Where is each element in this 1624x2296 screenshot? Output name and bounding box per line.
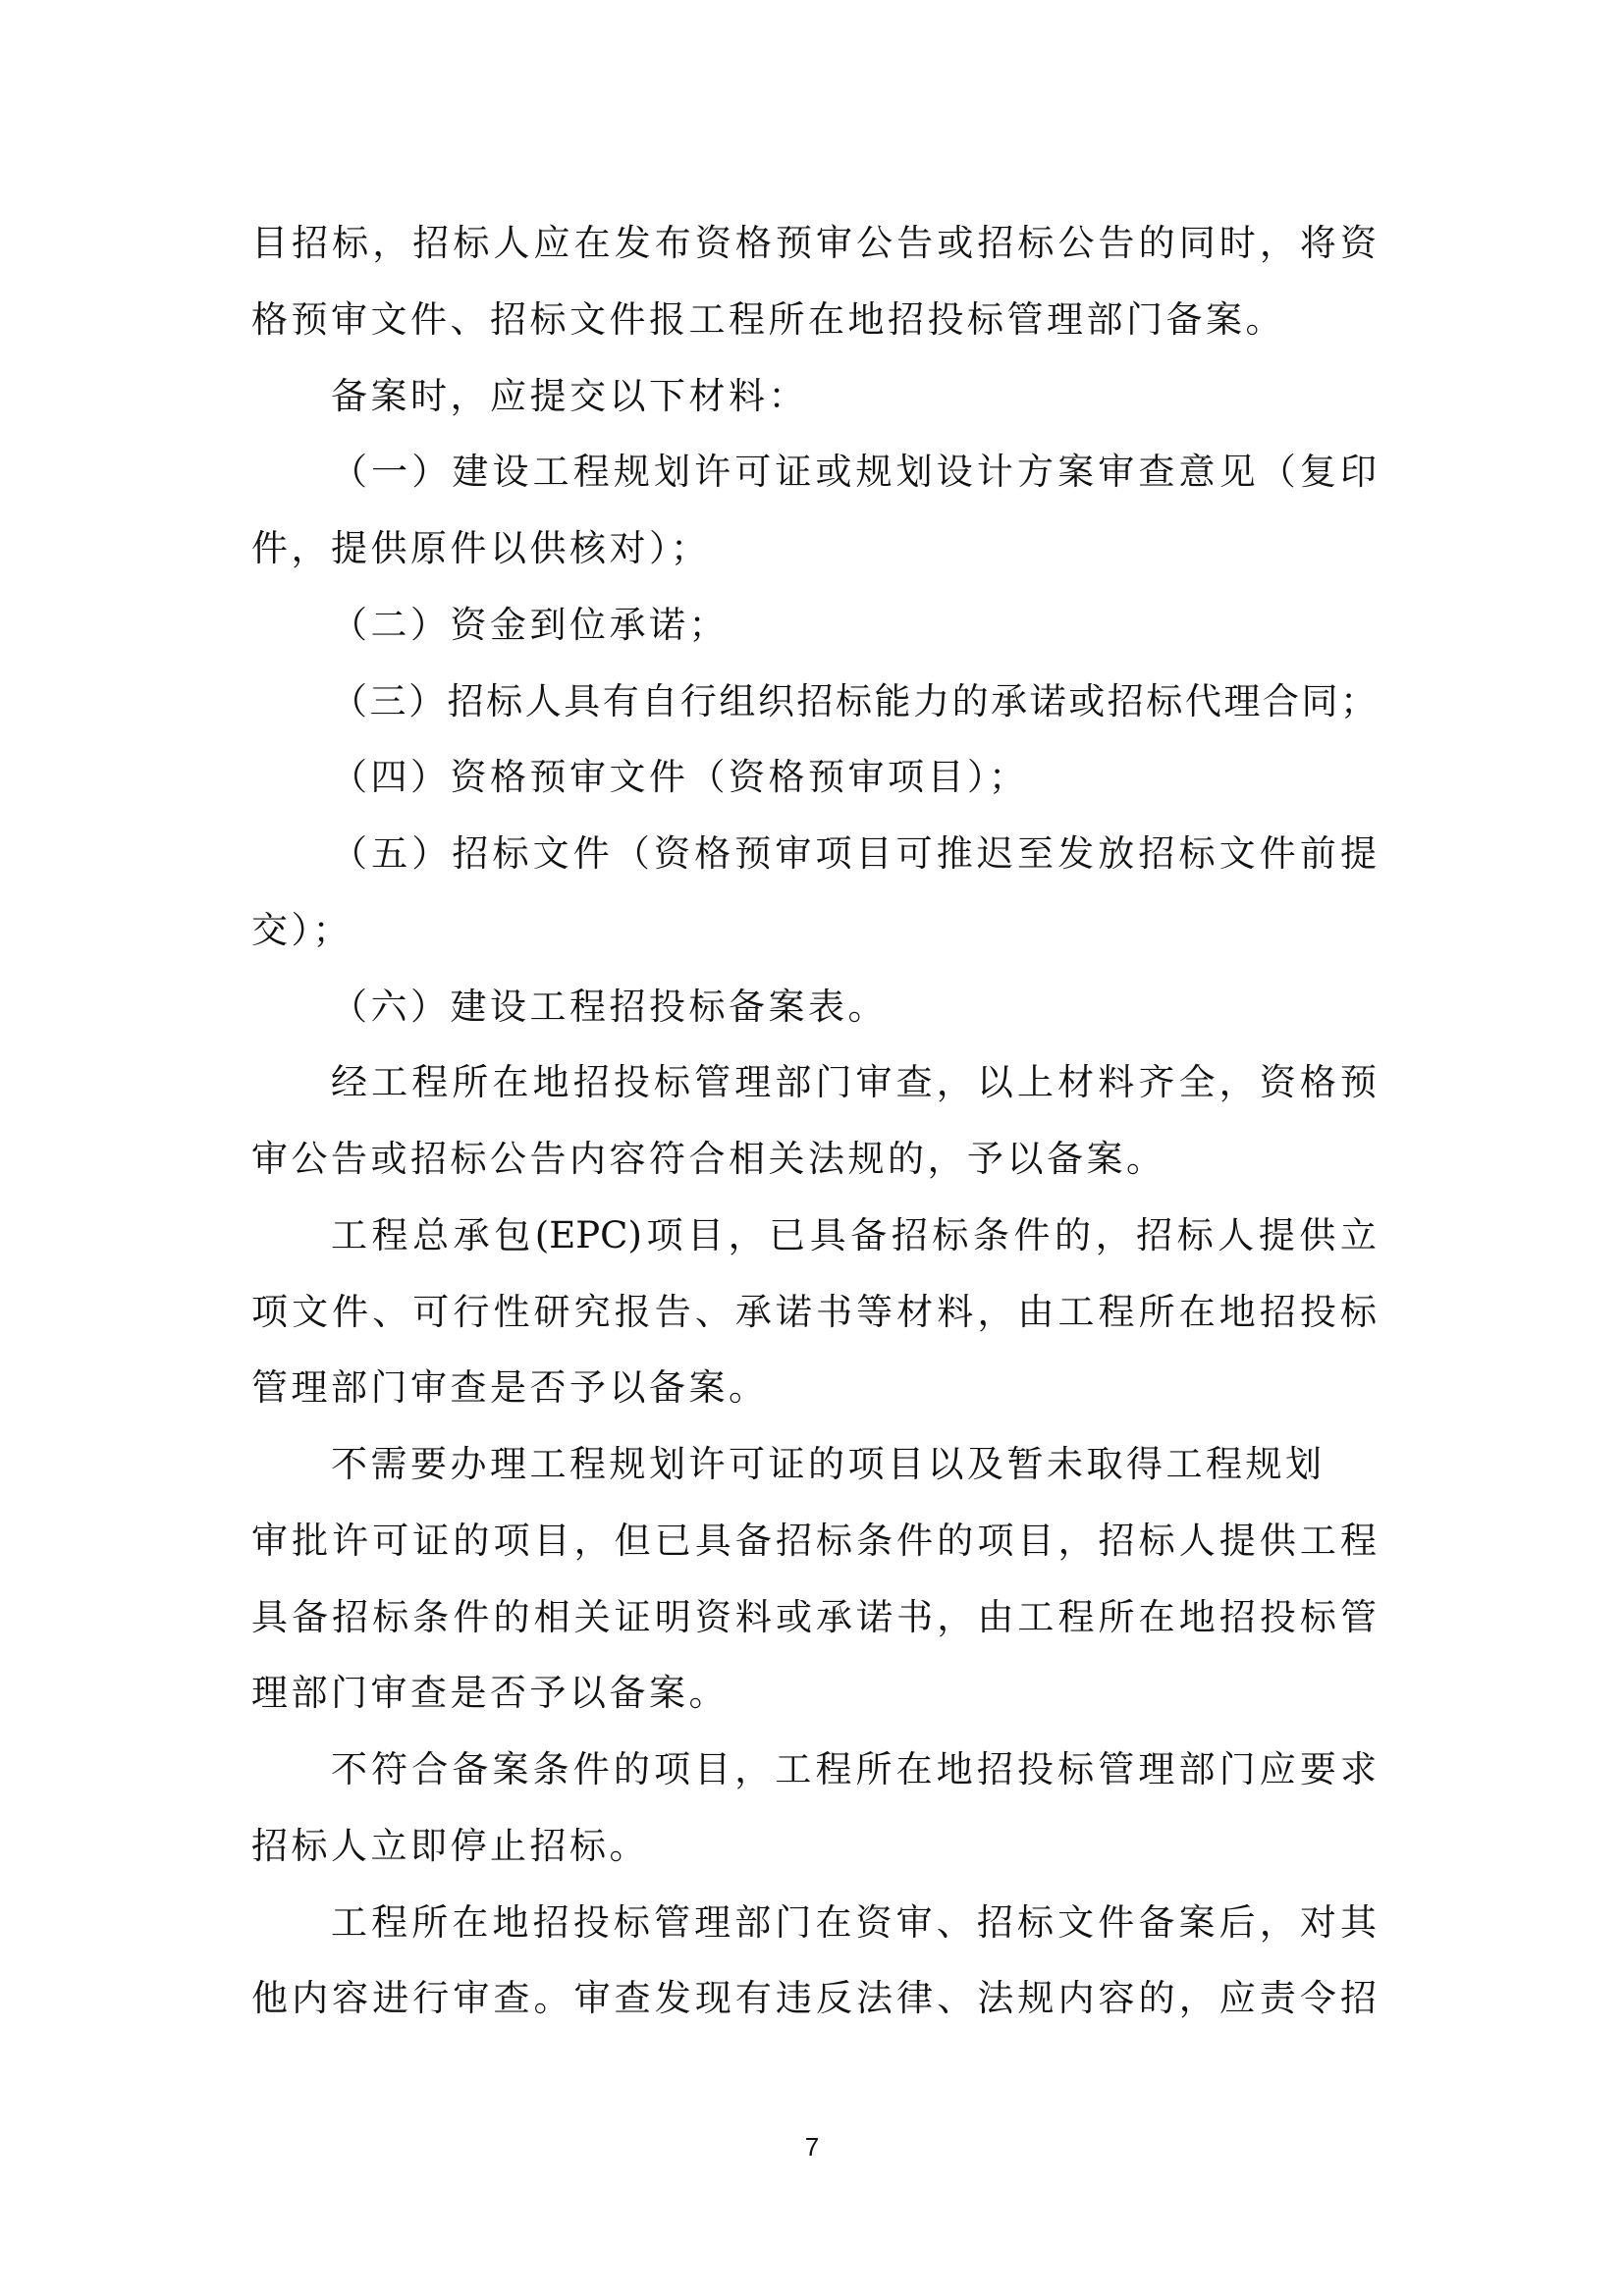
text-line: （五）招标文件（资格预审项目可推迟至发放招标文件前提	[331, 832, 1377, 875]
text-line: 审公告或招标公告内容符合相关法规的，予以备案。	[251, 1138, 1166, 1180]
text-line: （四）资格预审文件（资格预审项目）；	[331, 756, 1029, 799]
page-number: 7	[804, 2132, 820, 2162]
text-line: 备案时，应提交以下材料：	[331, 374, 808, 417]
text-line: 项文件、可行性研究报告、承诺书等材料，由工程所在地招投标	[251, 1290, 1377, 1333]
text-line: 不需要办理工程规划许可证的项目以及暂未取得工程规划	[331, 1443, 1326, 1485]
text-line: 具备招标条件的相关证明资料或承诺书，由工程所在地招投标管	[251, 1595, 1377, 1638]
text-line: 件，提供原件以供核对）；	[251, 527, 711, 569]
text-line: 不符合备案条件的项目，工程所在地招投标管理部门应要求	[331, 1748, 1377, 1790]
text-line: （二）资金到位承诺；	[331, 603, 729, 646]
text-line: （三）招标人具有自行组织招标能力的承诺或招标代理合同；	[331, 679, 1377, 722]
text-line: 管理部门审查是否予以备案。	[251, 1366, 769, 1410]
text-line: 经工程所在地招投标管理部门审查，以上材料齐全，资格预	[331, 1061, 1377, 1104]
text-line: 工程所在地招投标管理部门在资审、招标文件备案后，对其	[331, 1900, 1377, 1944]
text-line: （六）建设工程招投标备案表。	[331, 985, 888, 1028]
text-line: 目招标，招标人应在发布资格预审公告或招标公告的同时，将资	[251, 222, 1377, 264]
text-line: 理部门审查是否予以备案。	[251, 1672, 729, 1715]
text-line: 招标人立即停止招标。	[251, 1824, 649, 1867]
text-line: 他内容进行审查。审查发现有违反法律、法规内容的，应责令招	[251, 1977, 1377, 2020]
text-line: 格预审文件、招标文件报工程所在地招投标管理部门备案。	[251, 297, 1285, 341]
text-line: （一）建设工程规划许可证或规划设计方案审查意见（复印	[331, 451, 1377, 494]
body-text	[251, 205, 1377, 2037]
text-line: 交）；	[251, 908, 352, 951]
text-line: 工程总承包(EPC)项目，已具备招标条件的，招标人提供立	[331, 1213, 1377, 1256]
text-line: 审批许可证的项目，但已具备招标条件的项目，招标人提供工程	[251, 1519, 1377, 1562]
